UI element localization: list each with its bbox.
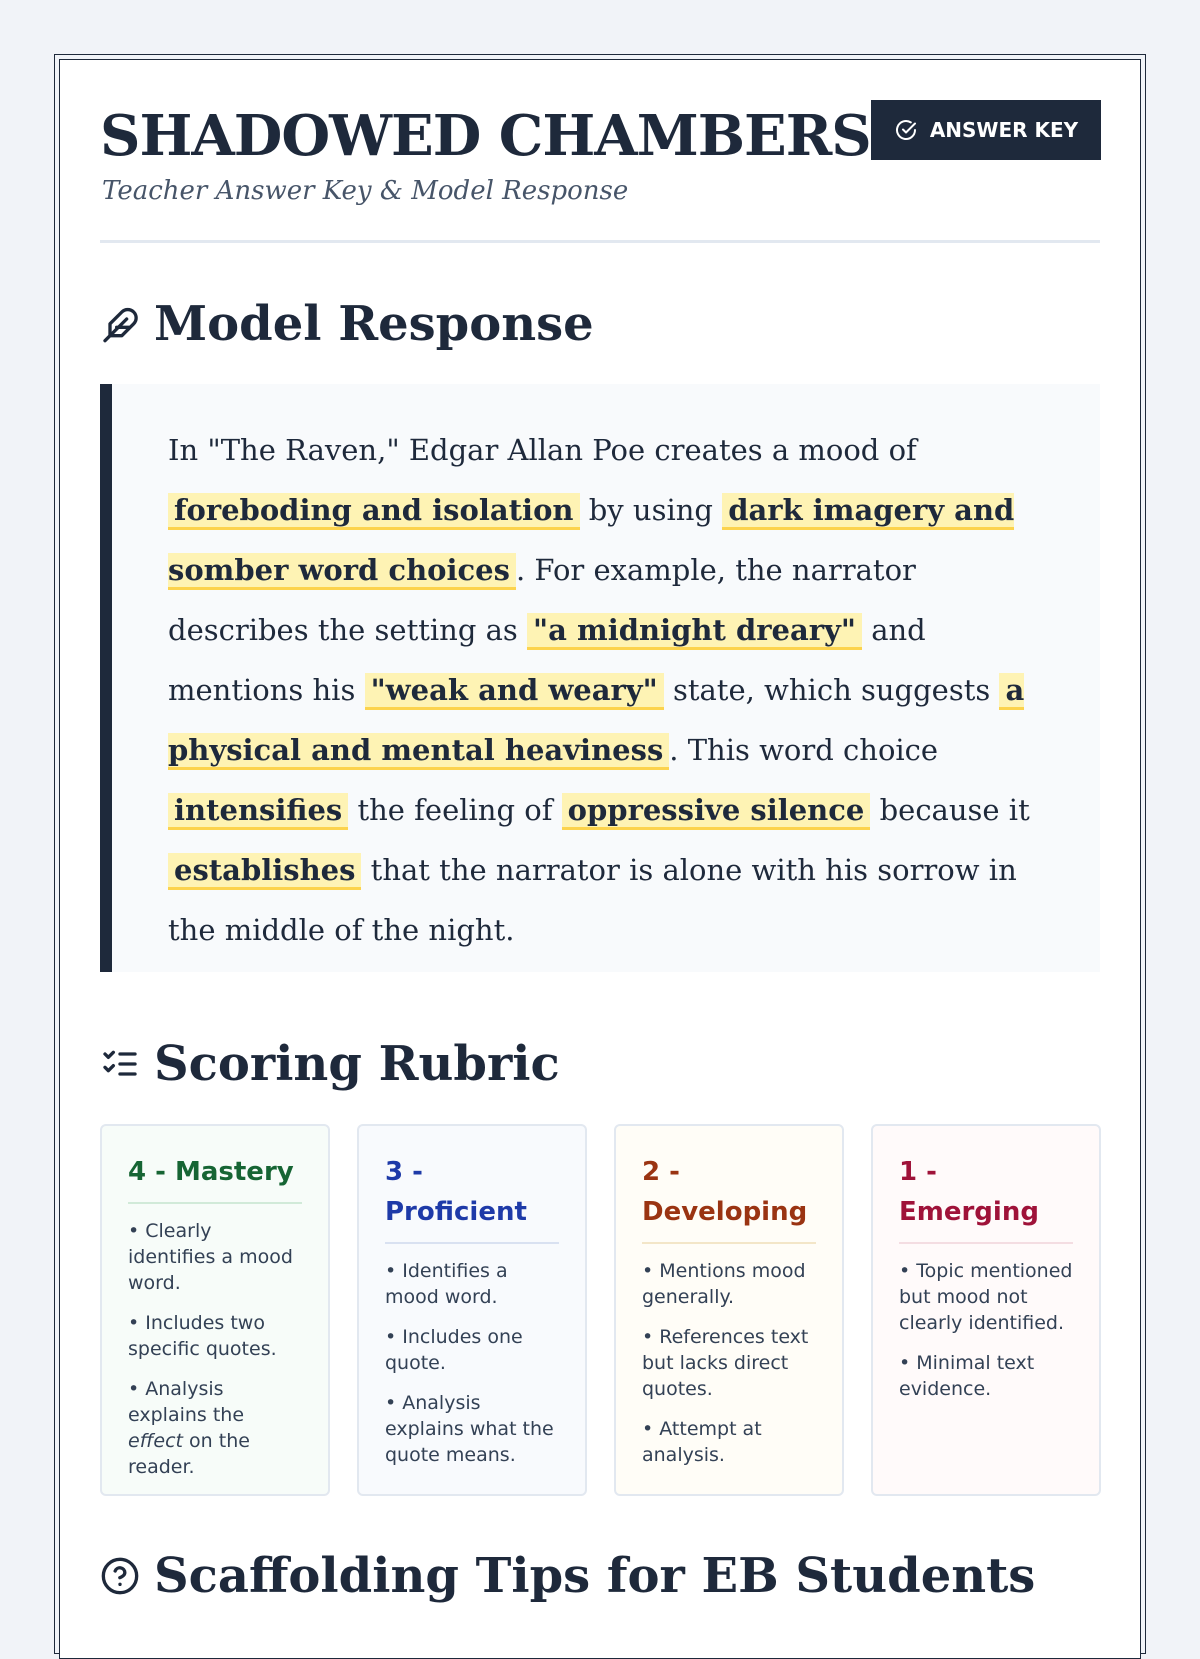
response-text-segment: state, which suggests <box>663 673 1000 707</box>
page-subtitle: Teacher Answer Key & Model Response <box>102 176 629 206</box>
rubric-criteria-list <box>128 1218 302 1480</box>
help-circle-icon <box>100 1556 140 1596</box>
scaffolding-heading-label: Scaffolding Tips for EB Students <box>154 1548 1036 1604</box>
rubric-criterion <box>128 1376 302 1480</box>
rubric-card <box>357 1124 587 1496</box>
response-text-segment: . This word choice <box>669 733 939 767</box>
rubric-level-title: 1 - Emerging <box>899 1152 1073 1244</box>
rubric-card <box>614 1124 844 1496</box>
response-text-segment: because it <box>870 793 1030 827</box>
model-response-text <box>100 384 1100 972</box>
header-divider <box>100 240 1100 243</box>
highlighted-phrase: "weak and weary" <box>365 673 664 710</box>
page-title: SHADOWED CHAMBERS <box>100 103 871 169</box>
criterion-text: Clearly identifies a mood word. <box>128 1220 293 1294</box>
rubric-criterion <box>385 1324 559 1376</box>
rubric-level-title: 3 - Proficient <box>385 1152 559 1244</box>
scaffolding-heading <box>100 1548 1035 1604</box>
rubric-criteria-list <box>385 1258 559 1468</box>
scoring-rubric-heading <box>100 1036 560 1092</box>
criterion-text: Mentions mood generally. <box>642 1260 806 1308</box>
list-checks-icon <box>100 1044 140 1084</box>
highlighted-phrase: oppressive silence <box>562 793 871 830</box>
criterion-text: Analysis explains the <box>128 1378 245 1426</box>
rubric-card <box>871 1124 1101 1496</box>
model-response-heading-label: Model Response <box>154 296 594 352</box>
rubric-level-title: 2 - Developing <box>642 1152 816 1244</box>
criterion-text: Analysis explains what the quote means. <box>385 1392 554 1466</box>
highlighted-phrase: a physical and mental heaviness <box>168 673 1024 770</box>
criterion-text: Includes one quote. <box>385 1326 523 1374</box>
criterion-text: Attempt at analysis. <box>642 1418 762 1466</box>
response-text-segment: In "The Raven," Edgar Allan Poe creates a mood of <box>168 433 917 467</box>
badge-label: ANSWER KEY <box>929 118 1079 142</box>
rubric-criteria-list <box>642 1258 816 1468</box>
rubric-criterion <box>899 1258 1073 1336</box>
rubric-criterion <box>642 1324 816 1402</box>
rubric-criterion <box>642 1258 816 1310</box>
rubric-level-title: 4 - Mastery <box>128 1152 302 1204</box>
criterion-text: References text but lacks direct quotes. <box>642 1326 809 1400</box>
criterion-text: on the reader. <box>128 1430 250 1478</box>
emphasized-word: effect <box>128 1430 183 1452</box>
check-circle-icon <box>894 118 918 142</box>
response-text-segment: by using <box>579 493 723 527</box>
rubric-criterion <box>128 1218 302 1296</box>
rubric-criterion <box>385 1258 559 1310</box>
criterion-text: Topic mentioned but mood not clearly identified. <box>899 1260 1073 1334</box>
response-text-segment: and mentions his <box>168 613 926 707</box>
feather-icon <box>100 304 140 344</box>
response-text-segment: . For example, the narrator describes the setting as <box>168 553 916 647</box>
rubric-criterion <box>642 1416 816 1468</box>
highlighted-phrase: dark imagery and somber word choices <box>168 493 1014 590</box>
highlighted-phrase: establishes <box>168 853 361 890</box>
rubric-criteria-list <box>899 1258 1073 1402</box>
scoring-rubric-heading-label: Scoring Rubric <box>154 1036 560 1092</box>
highlighted-phrase: foreboding and isolation <box>168 493 580 530</box>
response-text-segment: that the narrator is alone with his sorrow in the middle of the night. <box>168 853 1017 947</box>
model-response-heading <box>100 296 594 352</box>
rubric-criterion <box>385 1390 559 1468</box>
highlighted-phrase: "a midnight dreary" <box>527 613 862 650</box>
rubric-cards <box>100 1124 1100 1496</box>
rubric-card <box>100 1124 330 1496</box>
rubric-criterion <box>128 1310 302 1362</box>
response-text-segment: the feeling of <box>348 793 562 827</box>
criterion-text: Minimal text evidence. <box>899 1352 1035 1400</box>
criterion-text: Identifies a mood word. <box>385 1260 508 1308</box>
rubric-criterion <box>899 1350 1073 1402</box>
criterion-text: Includes two specific quotes. <box>128 1312 277 1360</box>
highlighted-phrase: intensifies <box>168 793 348 830</box>
answer-key-badge <box>871 100 1101 160</box>
